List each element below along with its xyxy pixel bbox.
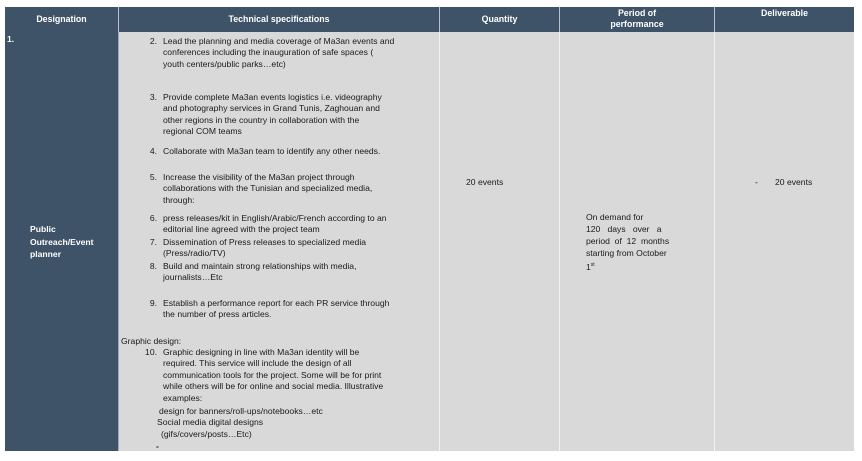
header-period-line2: performance xyxy=(610,19,664,29)
header-period-line1: Period of xyxy=(617,8,657,18)
deliverables-table xyxy=(5,7,854,451)
spec-line: conferences including the inauguration of safe spaces ( xyxy=(163,47,374,58)
spec-number: 6. xyxy=(149,213,157,223)
deliverable-value: 20 events xyxy=(775,177,813,187)
spec-number: 7. xyxy=(149,237,157,247)
spec-item xyxy=(149,146,433,157)
spec-number: 4. xyxy=(149,146,157,156)
header-deliverable: Deliverable xyxy=(715,7,854,32)
designation-text xyxy=(30,223,94,261)
spec-item xyxy=(149,213,433,236)
technical-specifications-cell xyxy=(119,32,440,451)
spec-number: 10. xyxy=(145,347,157,357)
row-index: 1. xyxy=(7,34,15,44)
spec-line: Build and maintain strong relationships with media, xyxy=(163,261,357,271)
example-line: Social media digital designs xyxy=(157,417,264,428)
spec-item xyxy=(149,172,433,206)
spec-line: other regions in the country in collaboration with the xyxy=(163,114,360,125)
spec-item xyxy=(149,237,433,260)
designation-line: planner xyxy=(30,249,62,259)
spec-line: and photography services in Grand Tunis, Zaghouan and xyxy=(163,103,380,114)
spec-item xyxy=(149,298,433,321)
spec-line: collaborations with the Tunisian and specialized media, xyxy=(163,183,373,194)
header-technical-specifications: Technical specifications xyxy=(119,7,440,32)
example-line: design for banners/roll-ups/notebooks…etc xyxy=(159,406,323,416)
spec-item xyxy=(145,347,433,404)
header-quantity: Quantity xyxy=(440,7,560,32)
spec-line: Dissemination of Press releases to specialized media xyxy=(163,237,367,247)
period-ordinal: st xyxy=(590,262,595,268)
spec-line: while others will be for online and social media. Illustrative xyxy=(163,381,384,392)
period-line: 120 days over a xyxy=(586,224,662,234)
period-day: 1 xyxy=(586,261,591,272)
header-designation: Designation xyxy=(5,7,119,32)
spec-number: 3. xyxy=(149,92,157,102)
quantity-value: 20 events xyxy=(466,177,504,187)
spec-number: 9. xyxy=(149,298,157,308)
spec-line: press releases/kit in English/Arabic/French according to an xyxy=(163,213,387,223)
spec-number: 8. xyxy=(149,261,157,271)
spec-item xyxy=(149,36,433,70)
spec-line: communication tools for the project. Some will be for print xyxy=(163,369,382,380)
header-period-of-performance xyxy=(560,7,715,32)
quantity-cell xyxy=(440,32,560,451)
period-cell xyxy=(560,32,715,451)
spec-line: Lead the planning and media coverage of Ma3an events and xyxy=(163,36,395,46)
period-line: starting from October xyxy=(586,248,667,258)
deliverable-cell xyxy=(715,32,854,451)
spec-line: Provide complete Ma3an events logistics i.e. videography xyxy=(163,92,382,102)
period-line: period of 12 months xyxy=(586,236,670,246)
spec-line: youth centers/public parks…etc) xyxy=(163,58,286,69)
spec-line: the number of press articles. xyxy=(163,309,272,320)
spec-number: 5. xyxy=(149,172,157,182)
spec-line: Collaborate with Ma3an team to identify any other needs. xyxy=(163,146,381,156)
spec-line: editorial line agreed with the project team xyxy=(163,224,320,235)
designation-line: Outreach/Event xyxy=(30,236,94,247)
spec-line: required. This service will include the design of all xyxy=(163,358,352,369)
spec-line: journalists…Etc xyxy=(163,272,223,283)
spec-item xyxy=(149,92,433,138)
period-line: On demand for xyxy=(586,212,644,222)
spec-item xyxy=(149,261,433,284)
spec-line: regional COM teams xyxy=(163,126,242,137)
spec-line: examples: xyxy=(163,392,203,403)
spec-line: (Press/radio/TV) xyxy=(163,248,226,259)
spec-line: Increase the visibility of the Ma3an project through xyxy=(163,172,355,182)
designation-cell xyxy=(5,32,119,451)
spec-number: 2. xyxy=(149,36,157,46)
deliverable-bullet: - xyxy=(755,177,758,187)
spec-line: Establish a performance report for each PR service through xyxy=(163,298,390,308)
trailing-dash: - xyxy=(156,441,159,451)
period-text xyxy=(586,211,678,273)
spec-line: Graphic designing in line with Ma3an identity will be xyxy=(163,347,360,357)
graphic-design-heading: Graphic design: xyxy=(121,336,182,346)
period-date xyxy=(586,259,678,273)
example-line: (gifs/covers/posts…Etc) xyxy=(161,428,252,439)
spec-line: through: xyxy=(163,194,195,205)
designation-line: Public xyxy=(30,224,56,234)
